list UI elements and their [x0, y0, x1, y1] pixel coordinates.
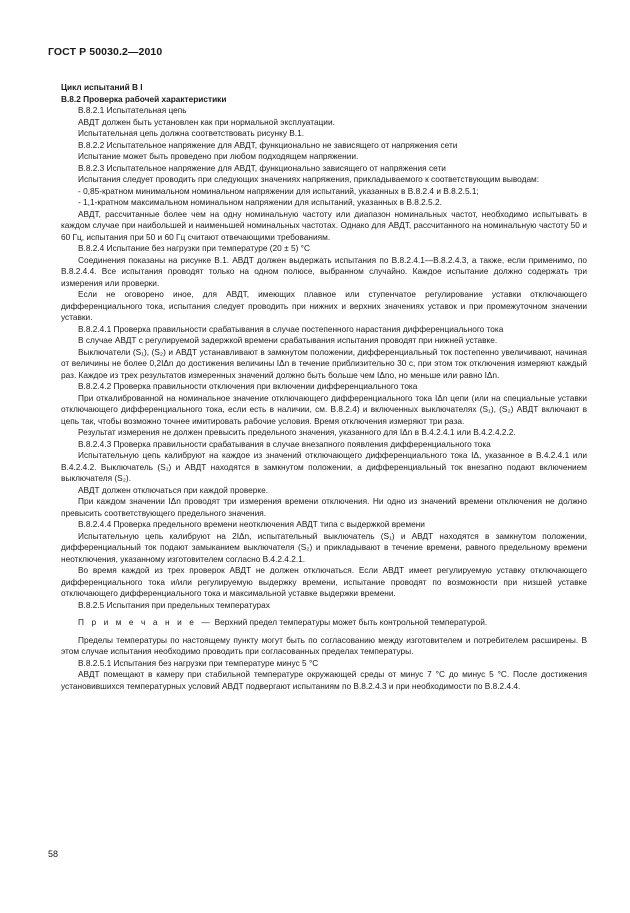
- paragraph: Во время каждой из трех проверок АВДТ не должен отключаться. Если АВДТ имеет регулируемую уставку отключающего дифференциального тока и/или регулируемую выдержку времени, испытание проводят по возможности при низшей уставке отключающего дифференциального тока и максимальной уставке выдержки времени.: [61, 565, 587, 598]
- note-label: П р и м е ч а н и е —: [78, 617, 213, 627]
- paragraph: В.8.2.2 Испытательное напряжение для АВДТ, функционально не зависящего от напряжения сети: [78, 139, 458, 150]
- cycle-heading: Цикл испытаний В I: [61, 82, 143, 92]
- paragraph: Испытание может быть проведено при любом подходящем напряжении.: [78, 151, 359, 161]
- page-number: 58: [48, 849, 59, 859]
- note: [61, 617, 587, 629]
- paragraph: В.8.2.4.4 Проверка предельного времени неотключения АВДТ типа с выдержкой времени: [78, 519, 425, 529]
- paragraph: АВДТ должен быть установлен как при нормальной эксплуатации.: [78, 116, 335, 127]
- paragraph: В.8.2.1 Испытательная цепь: [78, 105, 187, 115]
- paragraph: В.8.2.5 Испытания при предельных температурах: [78, 599, 270, 610]
- paragraph: Выключатели (S₁), (S₂) и АВДТ устанавливают в замкнутом положении, дифференциальный ток постепенно увеличивают, начиная от величины не более 0,2IΔn до достижения величины IΔn в течение приблизительно 30 с, при этом ток отключения измеряют каждый раз. Каждое из трех результатов измеренных значений должно быть больше чем IΔno, но меньше или равно IΔn.: [61, 346, 587, 380]
- paragraph: Результат измерения не должен превысить предельного значения, указанного для IΔn в В.4.2.4.1 или В.4.2.4.2.2.: [78, 427, 516, 437]
- paragraph: В.8.2.4.3 Проверка правильности срабатывания в случае внезапного появления дифференциального тока: [78, 438, 491, 449]
- paragraph: Пределы температуры по настоящему пункту могут быть по согласованию между изготовителем и потребителем расширены. В этом случае испытания необходимо проводить при согласованных пределах температуры.: [61, 634, 587, 656]
- paragraph: Если не оговорено иное, для АВДТ, имеющих плавное или ступенчатое регулирование уставки отключающего дифференциального тока, испытания следует проводить при нижних и верхних значениях уставок и при промежуточном значении уставки.: [61, 289, 587, 322]
- paragraph: Испытательную цепь калибруют на 2IΔn, испытательный выключатель (S₁) и АВДТ находятся в замкнутом положении, дифференциальный ток подают замыканием выключателя (S₂) и прикладывают в течение времени, равного предельному времени неотключения, указанному изготовителем согласно В.4.2.4.2.1.: [61, 530, 587, 564]
- paragraph: АВДТ помещают в камеру при стабильной температуре окружающей среды от минус 7 °С до минус 5 °С. После достижения установившихся температурных условий АВДТ подвергают испытаниям по В.8.2.4.3 и при необходимости по В.8.2.4.4.: [61, 669, 587, 691]
- paragraph: В.8.2.5.1 Испытания без нагрузки при температуре минус 5 °С: [78, 657, 319, 668]
- paragraph: При каждом значении IΔn проводят три измерения времени отключения. Ни одно из значений времени отключения не должно превысить соответствующего предельного значения.: [61, 496, 587, 518]
- paragraph: В.8.2.4.2 Проверка правильности отключения при включении дифференциального тока: [78, 381, 418, 391]
- list-item: - 0,85-кратном минимальном номинальном напряжении для испытаний, указанных в В.8.2.4 и В.8.2.5.1;: [78, 185, 479, 196]
- paragraph: Испытательную цепь калибруют на каждое из значений отключающего дифференциального тока IΔ, указанное в В.4.2.4.1 или В.4.2.4.2. Выключатель (S₁) и АВДТ находятся в замкнутом положении, а дифференциальный ток внезапно подают включением выключателя (S₂).: [61, 450, 587, 483]
- document-header: ГОСТ Р 50030.2—2010: [48, 46, 163, 58]
- paragraph: АВДТ должен отключаться при каждой проверке.: [78, 484, 269, 495]
- paragraph: В.8.2.4 Испытание без нагрузки при температуре (20 ± 5) °С: [78, 243, 310, 253]
- paragraph: Соединения показаны на рисунке В.1. АВДТ должен выдержать испытания по В.8.2.4.1—В.8.2.4.3, а также, если применимо, по В.8.2.4.4. Все испытания проводят только на одном полюсе, выбранном случайно. Каждое испытание должно содержать три измерения или проверки.: [61, 254, 587, 288]
- paragraph: АВДТ, рассчитанные более чем на одну номинальную частоту или диапазон номинальных частот, необходимо испытывать в каждом случае при наибольшей и наименьшей номинальных частотах. Однако для АВДТ, рассчитанного на номинальную частоту 50 и 60 Гц, испытания при 50 и 60 Гц считают отвечающими требованиям.: [61, 208, 587, 242]
- paragraph: Испытательная цепь должна соответствовать рисунку В.1.: [78, 128, 305, 138]
- paragraph: Испытания следует проводить при следующих значениях напряжения, прикладываемого к соответствующим выводам:: [78, 174, 540, 184]
- list-item: - 1,1-кратном максимальном номинальном напряжении для испытаний, указанных в В.8.2.5.2.: [78, 197, 442, 207]
- paragraph: В случае АВДТ с регулируемой задержкой времени срабатывания испытания проводят при нижней уставке.: [78, 335, 498, 345]
- paragraph: В.8.2.4.1 Проверка правильности срабатывания в случае постепенного нарастания дифференциального тока: [78, 323, 504, 334]
- paragraph: В.8.2.3 Испытательное напряжение для АВДТ, функционально зависящего от напряжения сети: [78, 162, 446, 173]
- document-body: [61, 82, 587, 692]
- note-text: Верхний предел температуры может быть контрольной температурой.: [214, 617, 488, 627]
- paragraph: При откалиброванной на номинальное значение отключающего дифференциального тока IΔn цепи (или на специальные уставки отключающего дифференциального тока, если есть в наличии, см. В.8.2.4) и включенных выключателях (S₁), (S₂) АВДТ включают в цепь так, чтобы возможно точнее имитировать рабочие условия. Время отключения измеряют три раза.: [61, 392, 587, 426]
- section-heading: В.8.2 Проверка рабочей характеристики: [61, 93, 227, 104]
